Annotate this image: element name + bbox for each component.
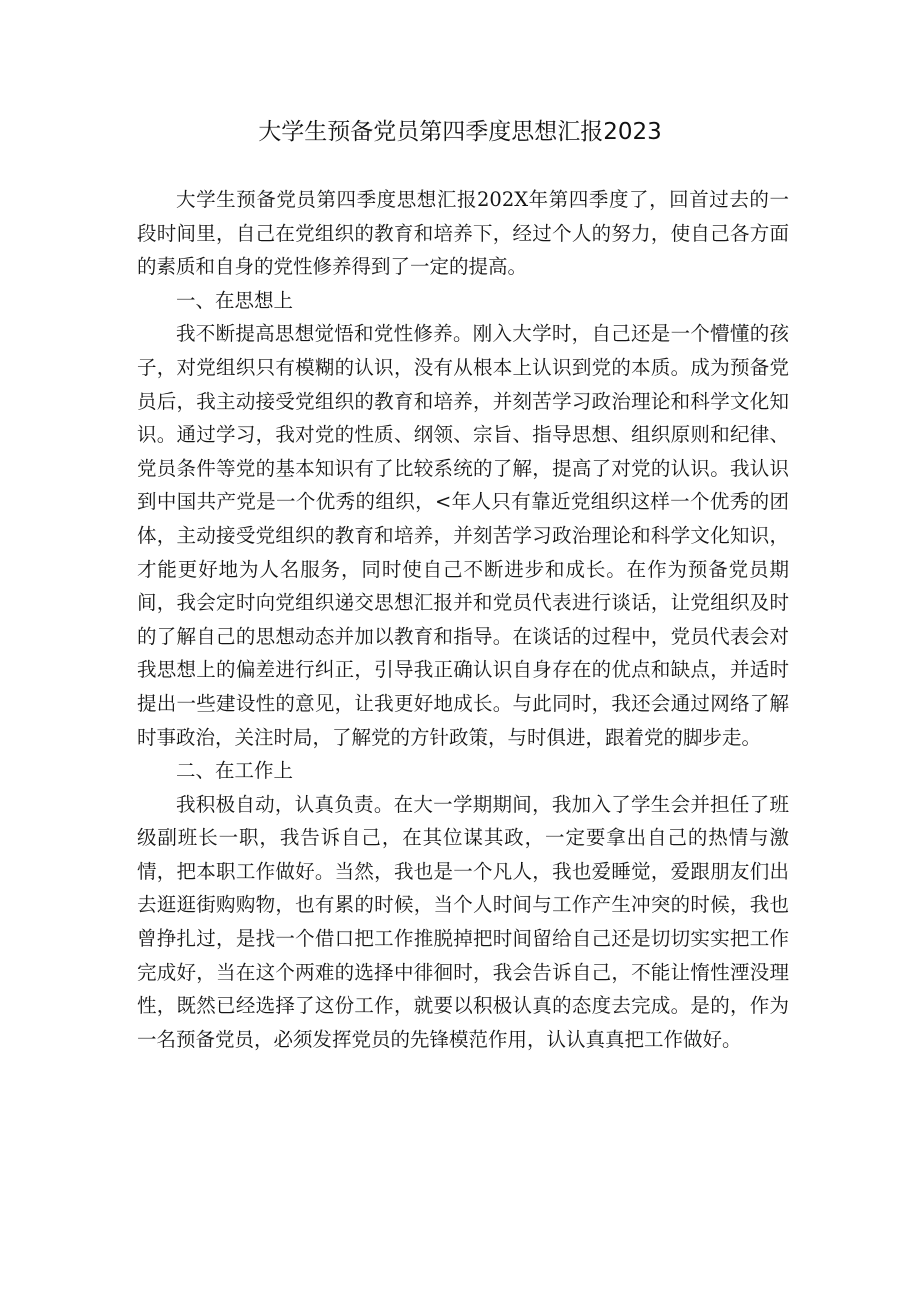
- intro-paragraph: 大学生预备党员第四季度思想汇报202X年第四季度了，回首过去的一段时间里，自己在党组织的教育和培养下，经过个人的努力，使自己各方面的素质和自身的党性修养得到了一定的提高。: [137, 188, 789, 279]
- work-paragraph: 我积极自动，认真负责。在大一学期期间，我加入了学生会并担任了班级副班长一职，我告诉自己，在其位谋其政，一定要拿出自己的热情与激情，把本职工作做好。当然，我也是一个凡人，我也爱睡觉，爱跟朋友们出去逛逛街购购物，也有累的时候，当个人时间与工作产生冲突的时候，我也曾挣扎过，是找一个借口把工作推脱掉把时间留给自己还是切切实实把工作完成好，当在这个两难的选择中徘徊时，我会告诉自己，不能让惰性湮没理性，既然已经选择了这份工作，就要以积极认真的态度去完成。是的，作为一名预备党员，必须发挥党员的先锋模范作用，认认真真把工作做好。: [137, 792, 789, 1051]
- thought-paragraph: 我不断提高思想觉悟和党性修养。刚入大学时，自己还是一个懵懂的孩子，对党组织只有模糊的认识，没有从根本上认识到党的本质。成为预备党员后，我主动接受党组织的教育和培养，并刻苦学习政治理论和科学文化知识。通过学习，我对党的性质、纲领、宗旨、指导思想、组织原则和纪律、党员条件等党的基本知识有了比较系统的了解，提高了对党的认识。我认识到中国共产党是一个优秀的组织，<年人只有靠近党组织这样一个优秀的团体，主动接受党组织的教育和培养，并刻苦学习政治理论和科学文化知识，才能更好地为人名服务，同时使自己不断进步和成长。在作为预备党员期间，我会定时向党组织递交思想汇报并和党员代表进行谈话，让党组织及时的了解自己的思想动态并加以教育和指导。在谈话的过程中，党员代表会对我思想上的偏差进行纠正，引导我正确认识自身存在的优点和缺点，并适时提出一些建设性的意见，让我更好地成长。与此同时，我还会通过网络了解时事政治，关注时局，了解党的方针政策，与时俱进，跟着党的脚步走。: [137, 322, 789, 749]
- page-title: 大学生预备党员第四季度思想汇报2023: [258, 119, 662, 145]
- section-heading-thought: 一、在思想上: [176, 288, 294, 312]
- document-body: [137, 183, 789, 1056]
- section-heading-work: 二、在工作上: [176, 759, 294, 783]
